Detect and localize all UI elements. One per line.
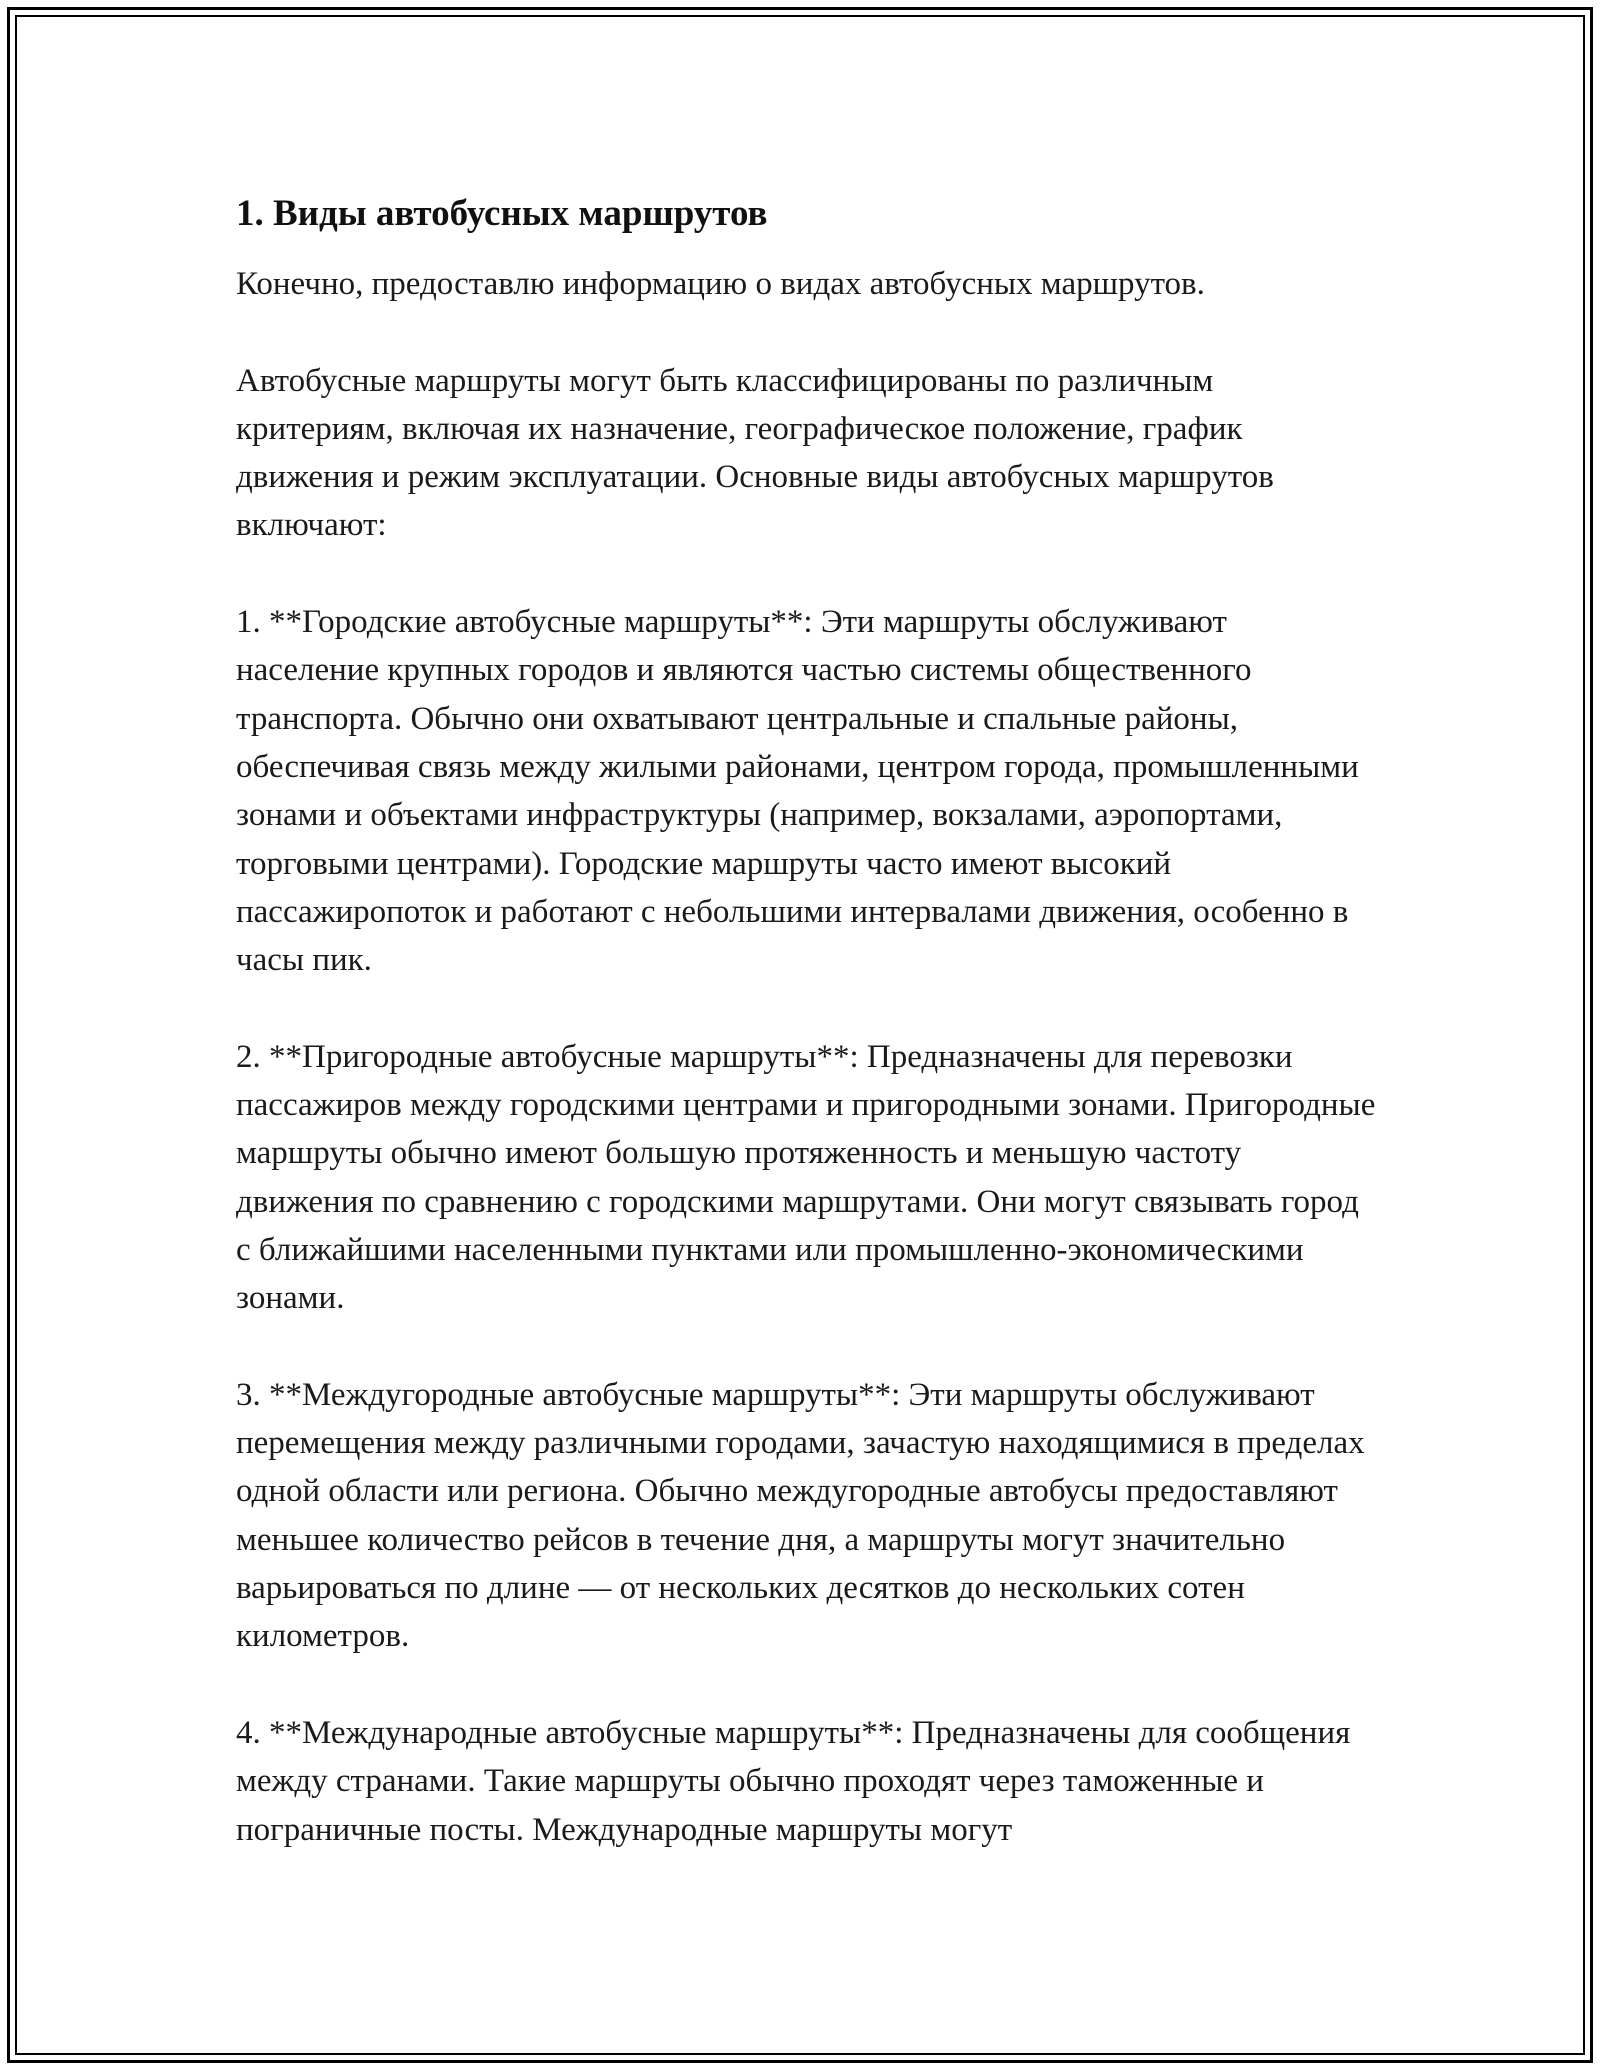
list-item-city-routes: 1. **Городские автобусные маршруты**: Эти маршруты обслуживают население крупных городов и являются частью системы общественного транспорта. Обычно они охватывают центральные и спальные районы, обеспечивая связь между жилыми районами, центром города, промышленными зонами и объектами инфраструктуры (например, вокзалами, аэропортами, торговыми центрами). Городские маршруты часто имеют высокий пассажиропоток и работают с небольшими интервалами движения, особенно в часы пик. xyxy=(236,604,1359,979)
list-item-international-routes: 4. **Международные автобусные маршруты**: Предназначены для сообщения между странами. Такие маршруты обычно проходят через таможенные и пограничные посты. Международные маршруты могут xyxy=(236,1714,1351,1848)
document-body xyxy=(236,190,1376,1854)
intro-paragraph: Конечно, предоставлю информацию о видах автобусных маршрутов. xyxy=(236,266,1205,302)
overview-paragraph: Автобусные маршруты могут быть классифицированы по различным критериям, включая их назначение, географическое положение, график движения и режим эксплуатации. Основные виды автобусных маршрутов включают: xyxy=(236,362,1274,544)
list-item-suburban-routes: 2. **Пригородные автобусные маршруты**: Предназначены для перевозки пассажиров между городскими центрами и пригородными зонами. Пригородные маршруты обычно имеют большую протяженность и меньшую частоту движения по сравнению с городскими маршрутами. Они могут связывать город с ближайшими населенными пунктами или промышленно-экономическими зонами. xyxy=(236,1038,1376,1317)
section-heading: 1. Виды автобусных маршрутов xyxy=(236,193,768,234)
list-item-intercity-routes: 3. **Междугородные автобусные маршруты**: Эти маршруты обслуживают перемещения между различными городами, зачастую находящимися в пределах одной области или региона. Обычно междугородные автобусы предоставляют меньшее количество рейсов в течение дня, а маршруты могут значительно варьироваться по длине — от нескольких десятков до нескольких сотен километров. xyxy=(236,1376,1365,1655)
